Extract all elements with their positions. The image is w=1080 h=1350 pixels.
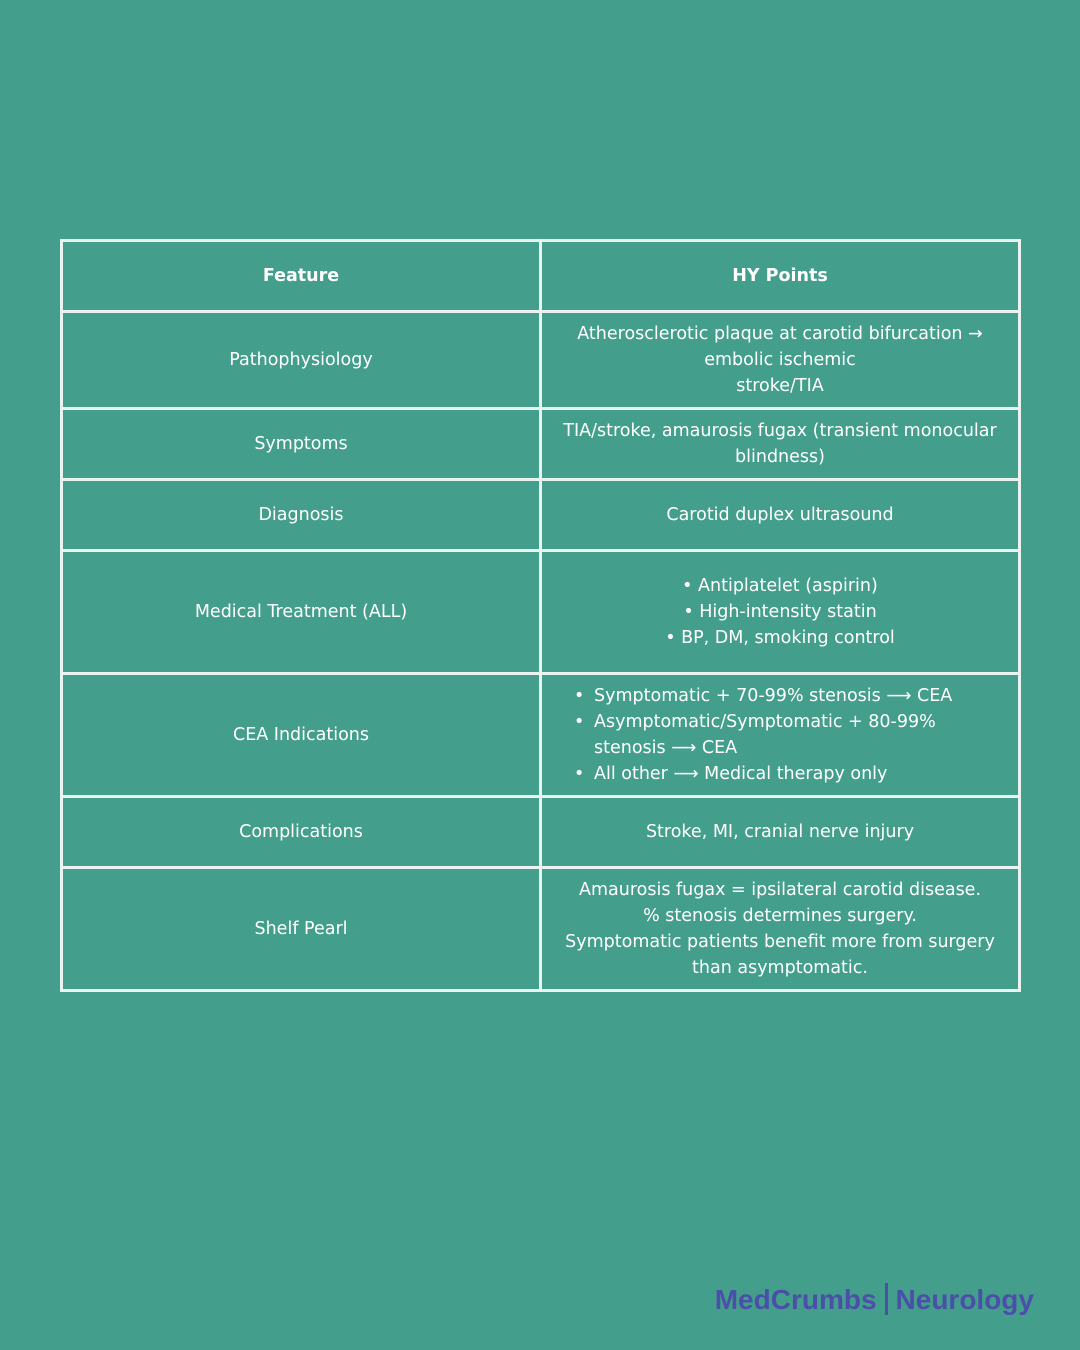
brand-topic: Neurology (895, 1284, 1034, 1315)
list-item-text: Asymptomatic/Symptomatic + 80-99% stenosis ⟶ CEA (594, 712, 936, 758)
cea-indications-list (562, 683, 998, 787)
header-feature: Feature (62, 241, 541, 312)
brand-separator (885, 1283, 888, 1315)
points-cell (541, 312, 1020, 409)
table-row (62, 797, 1020, 868)
points-line: Stroke, MI, cranial nerve injury (645, 822, 915, 842)
list-item (572, 761, 998, 787)
feature-cell: Medical Treatment (ALL) (62, 551, 541, 674)
table-header-row (62, 241, 1020, 312)
bullet-icon: • (574, 686, 585, 706)
list-item-text: All other ⟶ Medical therapy only (594, 764, 888, 784)
points-line: Amaurosis fugax = ipsilateral carotid disease. (578, 880, 982, 900)
points-cell (541, 674, 1020, 797)
points-cell (541, 797, 1020, 868)
list-item (572, 683, 998, 709)
table-row (62, 674, 1020, 797)
table-row (62, 551, 1020, 674)
points-line: TIA/stroke, amaurosis fugax (transient monocular blindness) (563, 421, 997, 467)
bullet-icon: • (574, 712, 585, 732)
feature-cell: Diagnosis (62, 480, 541, 551)
feature-cell: CEA Indications (62, 674, 541, 797)
points-line: • BP, DM, smoking control (665, 628, 895, 648)
points-line: Symptomatic patients benefit more from surgery than asymptomatic. (565, 932, 995, 978)
points-cell (541, 551, 1020, 674)
hy-points-table (60, 239, 1021, 992)
points-line: Carotid duplex ultrasound (666, 505, 894, 525)
feature-cell: Shelf Pearl (62, 868, 541, 991)
points-line: stroke/TIA (736, 376, 824, 396)
bullet-icon: • (574, 764, 585, 784)
points-line: Atherosclerotic plaque at carotid bifurcation → embolic ischemic (577, 324, 983, 370)
brand-logo (715, 1283, 1034, 1316)
brand-name: MedCrumbs (714, 1284, 877, 1315)
table-row (62, 868, 1020, 991)
list-item (572, 709, 998, 761)
table-row (62, 480, 1020, 551)
table-row (62, 312, 1020, 409)
feature-cell: Symptoms (62, 409, 541, 480)
points-line: • Antiplatelet (aspirin) (682, 576, 878, 596)
points-line: • High-intensity statin (683, 602, 877, 622)
header-hy-points: HY Points (541, 241, 1020, 312)
feature-cell: Complications (62, 797, 541, 868)
points-line: % stenosis determines surgery. (643, 906, 917, 926)
points-cell (541, 409, 1020, 480)
feature-cell: Pathophysiology (62, 312, 541, 409)
points-cell (541, 868, 1020, 991)
table-row (62, 409, 1020, 480)
list-item-text: Symptomatic + 70-99% stenosis ⟶ CEA (594, 686, 953, 706)
points-cell (541, 480, 1020, 551)
